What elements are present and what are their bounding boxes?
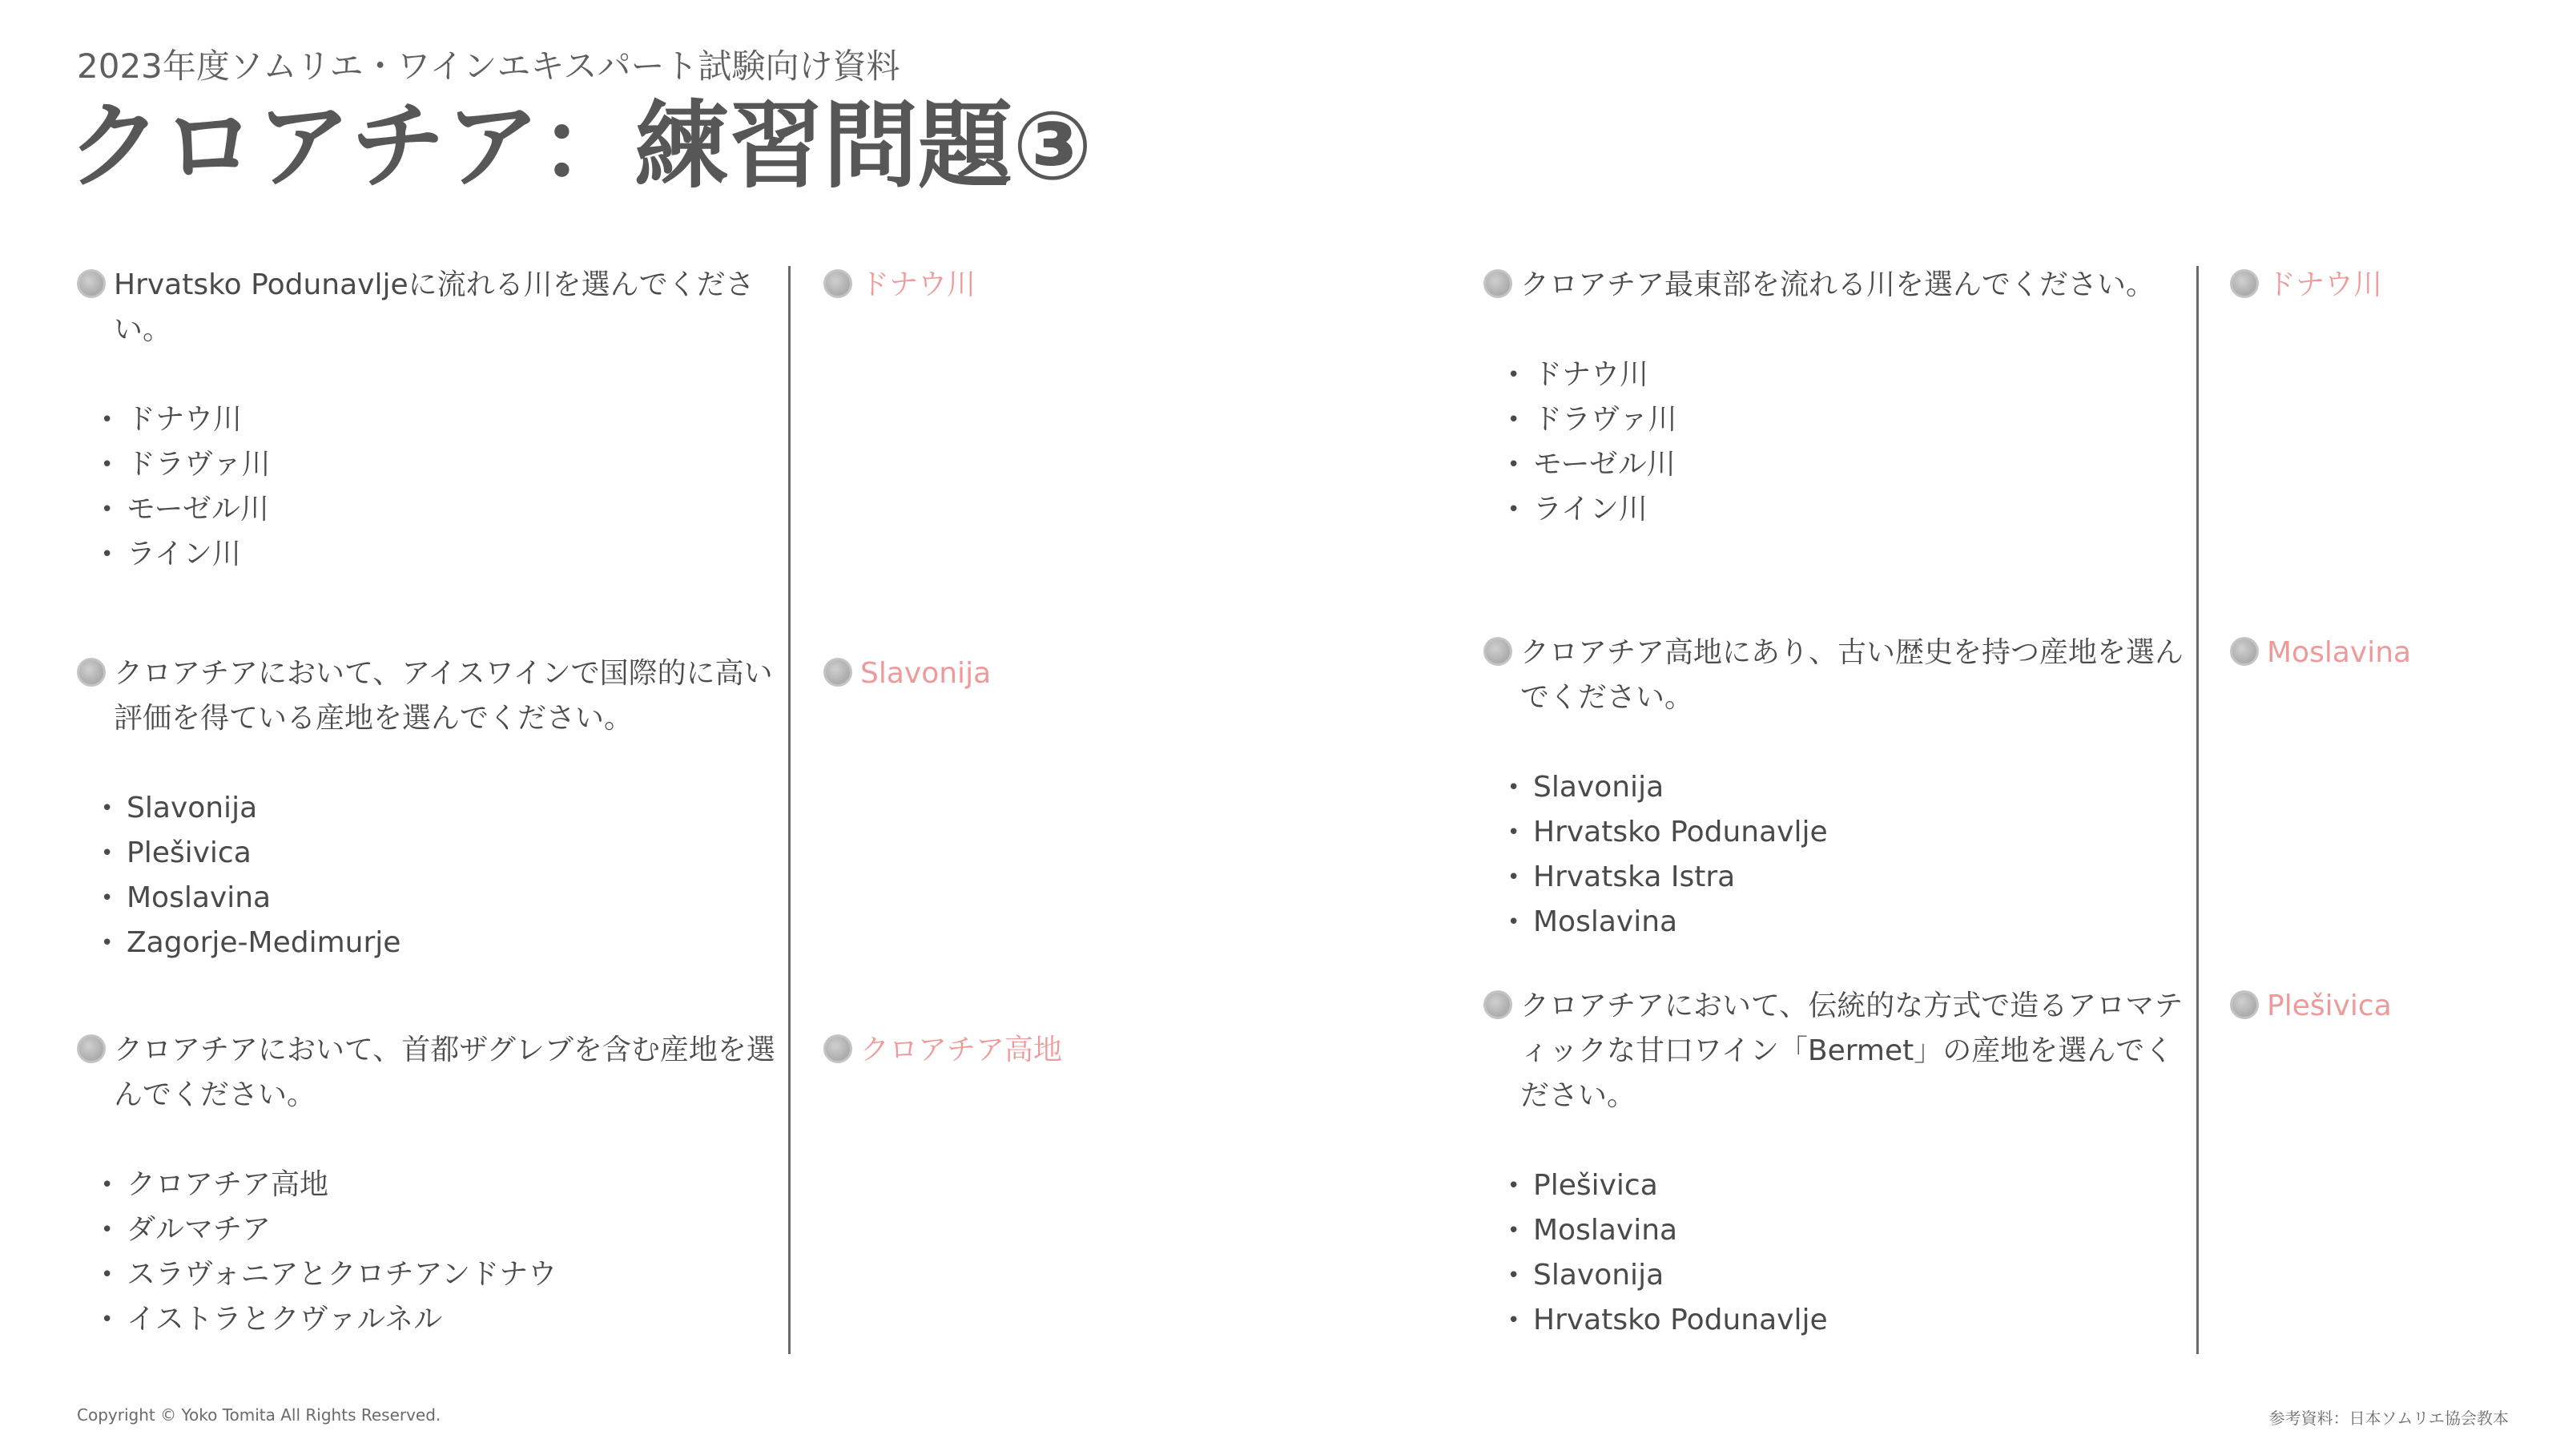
answer-marker-icon [823,1034,852,1063]
option-item: • ドラヴァ川 [101,442,782,487]
option-item: • ライン川 [101,532,782,577]
option-item: • Hrvatsko Podunavlje [1507,810,2188,855]
right-column-divider [2196,266,2199,1354]
option-item: • Slavonija [1507,765,2188,810]
answer-4: ドナウ川 [2230,263,2382,308]
question-block-3 [77,1028,782,1342]
option-item: • ドナウ川 [1507,353,2188,397]
bullet-icon: • [1507,910,1520,934]
bullet-icon: • [1507,1308,1520,1332]
bullet-icon: • [1507,498,1520,522]
answer-marker-icon [2230,269,2259,298]
bullet-icon: • [101,1218,114,1242]
option-item: • Hrvatsko Podunavlje [1507,1298,2188,1343]
option-item: • Slavonija [101,786,782,831]
bullet-icon: • [101,453,114,477]
question-text: クロアチアにおいて、アイスワインで国際的に高い評価を得ている産地を選んでください。 [77,651,782,741]
question-text: クロアチア高地にあり、古い歴史を持つ産地を選んでください。 [1483,631,2188,720]
question-marker-icon [1483,637,1512,666]
bullet-icon: • [1507,1174,1520,1198]
options-list [77,786,782,965]
options-list [77,1163,782,1342]
bullet-icon: • [101,841,114,865]
bullet-icon: • [101,408,114,432]
bullet-icon: • [101,542,114,566]
options-list [77,397,782,577]
question-block-1 [77,263,782,577]
options-list [1483,765,2188,945]
bullet-icon: • [101,796,114,820]
option-item: • ライン川 [1507,487,2188,532]
question-block-4 [1483,263,2188,532]
answer-marker-icon [823,658,852,687]
question-text: Hrvatsko Podunavljeに流れる川を選んでください。 [77,263,782,353]
option-item: • ドナウ川 [101,397,782,442]
answer-5: Moslavina [2230,631,2411,675]
question-marker-icon [77,1034,106,1063]
option-item: • モーゼル川 [1507,442,2188,487]
bullet-icon: • [1507,453,1520,477]
question-block-5 [1483,631,2188,945]
bullet-icon: • [101,886,114,910]
reference-text: 参考資料：日本ソムリエ協会教本 [2268,1409,2509,1428]
option-item: • モーゼル川 [101,487,782,532]
bullet-icon: • [1507,865,1520,889]
bullet-icon: • [1507,408,1520,432]
page-subtitle: 2023年度ソムリエ・ワインエキスパート試験向け資料 [77,46,900,86]
bullet-icon: • [1507,776,1520,800]
option-item: • Slavonija [1507,1253,2188,1298]
option-item: • ドラヴァ川 [1507,397,2188,442]
options-list [1483,1163,2188,1343]
answer-marker-icon [823,269,852,298]
bullet-icon: • [101,1263,114,1287]
answer-6: Plešivica [2230,984,2392,1029]
answer-2: Slavonija [823,651,991,696]
answer-1: ドナウ川 [823,263,976,308]
option-item: • Moslavina [1507,1208,2188,1253]
bullet-icon: • [101,931,114,955]
bullet-icon: • [101,1173,114,1197]
question-marker-icon [1483,990,1512,1019]
bullet-icon: • [101,498,114,522]
bullet-icon: • [1507,363,1520,387]
question-marker-icon [1483,269,1512,298]
answer-marker-icon [2230,637,2259,666]
bullet-icon: • [1507,1219,1520,1243]
question-text: クロアチアにおいて、首都ザグレブを含む産地を選んでください。 [77,1028,782,1118]
question-text: クロアチアにおいて、伝統的な方式で造るアロマティックな甘口ワイン「Bermet」の産地を選んでください。 [1483,984,2188,1119]
option-item: • Hrvatska Istra [1507,855,2188,900]
option-item: • Moslavina [101,876,782,921]
option-item: • クロアチア高地 [101,1163,782,1207]
option-item: • ダルマチア [101,1207,782,1252]
left-column-divider [788,266,791,1354]
copyright-text: Copyright © Yoko Tomita All Rights Reserved. [77,1405,441,1425]
answer-marker-icon [2230,990,2259,1019]
bullet-icon: • [101,1308,114,1332]
option-item: • Zagorje-Medimurje [101,921,782,965]
question-marker-icon [77,269,106,298]
bullet-icon: • [1507,820,1520,844]
options-list [1483,353,2188,532]
question-block-6 [1483,984,2188,1343]
option-item: • Plešivica [1507,1163,2188,1208]
option-item: • イストラとクヴァルネル [101,1297,782,1342]
answer-3: クロアチア高地 [823,1028,1062,1073]
option-item: • Moslavina [1507,900,2188,945]
bullet-icon: • [1507,1264,1520,1288]
option-item: • スラヴォニアとクロチアンドナウ [101,1252,782,1297]
page-title: クロアチア：練習問題③ [67,91,1093,201]
option-item: • Plešivica [101,831,782,876]
question-block-2 [77,651,782,965]
question-text: クロアチア最東部を流れる川を選んでください。 [1483,263,2188,308]
question-marker-icon [77,658,106,687]
